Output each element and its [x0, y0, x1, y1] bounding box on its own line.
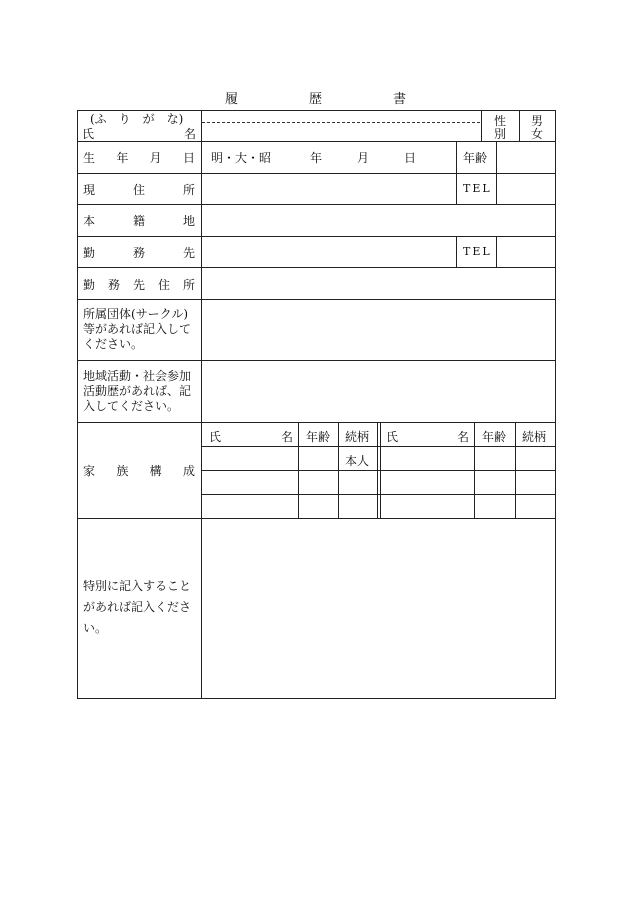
sex-divider [481, 110, 482, 141]
family-grid-line [298, 422, 299, 518]
birthdate-label: 生 年 月 日 [83, 151, 195, 165]
age-label: 年齢 [463, 151, 488, 165]
family-header-shi: 氏 [209, 430, 222, 444]
work-tel-label: TEL [463, 245, 492, 258]
family-header-relation-2: 続柄 [522, 430, 547, 444]
family-self-relation: 本人 [345, 454, 370, 468]
age-divider [456, 141, 457, 173]
honseki-label: 本 籍 地 [83, 214, 195, 228]
sex-label: 別 [494, 127, 507, 141]
family-header-shi-2: 氏 [386, 430, 399, 444]
circle-field[interactable] [202, 300, 555, 360]
notes-field[interactable] [202, 519, 555, 698]
row-sep [77, 422, 556, 423]
name-field[interactable] [202, 123, 480, 140]
notes-label: 特別に記入すること があれば記入くださ い。 [83, 579, 192, 635]
community-label: 地域活動・社会参加 活動歴があれば、記 入してください。 [83, 369, 192, 413]
tel-divider [456, 236, 457, 267]
community-field[interactable] [202, 361, 555, 422]
family-grid-line [474, 422, 475, 518]
tel-label: TEL [463, 182, 492, 195]
sex-divider [519, 110, 520, 141]
sex-option-male[interactable]: 男 [531, 114, 544, 128]
address-label: 現 住 所 [83, 183, 195, 197]
family-header-mei: 名 [281, 430, 294, 444]
border-left [77, 110, 78, 699]
furigana-label: (ふ り が な) [90, 112, 184, 126]
family-header-age: 年齢 [306, 430, 331, 444]
sex-label: 性 [494, 114, 507, 128]
furigana-field[interactable] [202, 111, 480, 122]
family-grid-line [202, 446, 556, 447]
family-grid-line [380, 422, 381, 518]
border-bottom [77, 698, 556, 699]
age-field[interactable] [497, 142, 555, 173]
title-char-3: 書 [393, 92, 407, 107]
title-char-2: 歴 [309, 92, 323, 107]
workplace-address-label: 勤 務 先 住 所 [83, 278, 195, 292]
family-grid-line [515, 422, 516, 518]
family-grid-line [202, 470, 556, 471]
circle-label: 所属団体(サークル) 等があれば記入して ください。 [83, 307, 192, 351]
family-grid-line [338, 422, 339, 518]
month-label: 月 [357, 151, 370, 165]
family-header-age-2: 年齢 [482, 430, 507, 444]
border-right [555, 110, 556, 699]
work-tel-field[interactable] [497, 237, 555, 267]
name-label-shi: 氏 [82, 127, 95, 141]
era-options[interactable]: 明・大・昭 [211, 151, 272, 165]
row-sep [77, 141, 556, 142]
tel-divider [456, 173, 457, 204]
family-header-relation: 続柄 [345, 430, 370, 444]
honseki-field[interactable] [202, 205, 555, 236]
workplace-address-field[interactable] [202, 268, 555, 299]
workplace-label: 勤 務 先 [83, 246, 195, 260]
family-grid-line [202, 494, 556, 495]
day-label: 日 [404, 151, 417, 165]
family-grid-line [377, 422, 378, 518]
name-label-mei: 名 [184, 127, 197, 141]
family-header-mei-2: 名 [457, 430, 470, 444]
address-field[interactable] [202, 174, 456, 204]
form-title [77, 88, 556, 106]
family-label: 家 族 構 成 [83, 464, 195, 478]
tel-field[interactable] [497, 174, 555, 204]
sex-option-female[interactable]: 女 [531, 127, 544, 141]
year-label: 年 [310, 151, 323, 165]
title-char-1: 履 [225, 92, 239, 107]
workplace-field[interactable] [202, 237, 456, 267]
